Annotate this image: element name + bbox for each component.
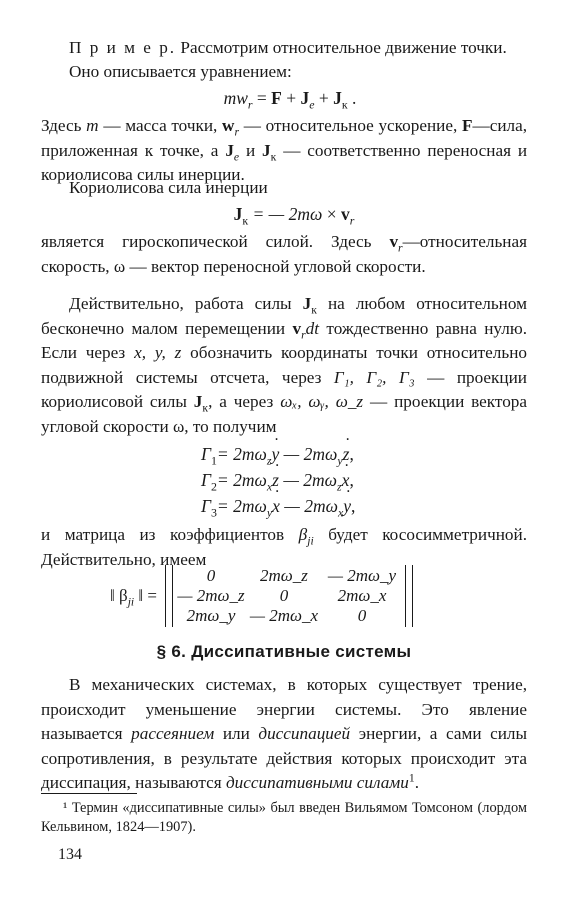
text: или [222,724,250,744]
footnote-marker: 1 [408,771,415,785]
equation-coriolis [10,202,568,226]
math-subscript: x [337,505,344,520]
text: и [245,140,256,160]
math-subscript: y [337,453,343,468]
matrix-equation [110,565,413,627]
math-term: — 2mω [283,444,338,464]
matrix-right-bars [405,565,413,627]
text: —относительная скорость, ω — вектор переносной угловой скорости. [41,232,528,276]
matrix-cell: 2mω_y [186,606,236,625]
paragraph-example [41,36,527,61]
math-derivative: ˙ y [343,494,351,519]
math-subscript: к [270,150,277,164]
math-term: Γ [201,470,211,490]
math-term: F [462,116,473,135]
text: — относительное ускорение, [243,116,458,135]
math-term: ωₓ, ωᵧ, ω_z [280,392,364,412]
math-term: Γ [201,496,211,516]
matrix-cell: 2mω_z [260,566,308,585]
matrix-cell: 0 [357,606,367,625]
math-term: = 2mω [216,470,267,490]
math-derivative: ˙ z [272,468,279,493]
math-subscript: z [337,479,342,494]
math-operator: + [286,88,297,108]
math-subscript: r [301,328,306,342]
math-punct: . [352,88,357,108]
text: В механических системах, в которых существует трение, происходит уменьшение энергии системы. Это явление называется [41,675,527,744]
footnote-rule [41,793,137,794]
footnote [41,799,527,837]
matrix-cell: 0 [206,566,216,585]
math-term: F [271,88,282,108]
italic-term: диссипацией [258,724,351,744]
text: будет кососимметричной. Действительно, имеем [41,525,528,569]
math-term: J [333,88,342,108]
math-punct: , [349,444,354,464]
text: — проекции вектора угловой скорости ω, то получим [41,392,528,436]
matrix-grid [173,566,405,626]
matrix-cell: 0 [279,586,289,605]
math-term: — 2mω [284,496,338,516]
math-term: mw [223,88,248,108]
paragraph-text: Рассмотрим относительное движение точки. [180,38,507,57]
text: является гироскопической силой. Здесь [41,232,372,251]
italic-term: рассеянием [131,724,215,744]
text: , а через [208,392,274,412]
math-term: J [233,204,243,224]
math-term: dt [305,318,320,338]
math-term: Γ₁, Γ₂, Γ₃ [333,367,415,387]
math-term: v [292,318,302,338]
text: обозначить координаты точки относительно подвижной системы отсчета, через [41,343,527,387]
text: Действительно, работа силы [69,294,292,313]
math-derivative: ˙ x [272,494,280,519]
text: —сила, приложенная к точке, а [41,116,528,160]
math-term: J [262,140,271,160]
math-term: Γ [201,444,211,464]
text: — соответственно переносная и кориолисова силы инерции. [41,140,528,185]
math-subscript: 1 [210,453,217,468]
math-operator: ‖ = [138,586,157,605]
math-term: m [86,116,99,135]
math-derivative: ˙ y [272,442,280,467]
page-number: 134 [58,846,82,863]
text: тождественно равна нулю. Если через [41,318,527,363]
math-subscript: к [202,401,209,415]
matrix-cell: 2mω_x [337,586,387,605]
math-term: — 2mω [283,470,338,490]
math-subscript: r [247,97,253,112]
text: на любом относительном бесконечно малом перемещении [41,294,528,338]
equation-relative-motion [6,86,568,110]
paragraph-coriolis [41,176,527,201]
footnote-text: Термин «диссипативные силы» был введен Вильямом Томсоном (лордом Кельвином, 1824—1907). [41,800,527,835]
paragraph-gyroscopic [41,230,527,279]
math-subscript: r [349,213,355,228]
math-subscript: y [266,505,273,520]
matrix-cell: — 2mω_z [177,586,245,605]
math-subscript: r [234,125,240,139]
math-subscript: e [309,97,315,112]
italic-term: диссипативными силами [225,773,409,793]
math-subscript: 3 [210,505,217,520]
text: — проекции кориолисовой силы [41,367,527,412]
math-term: v [341,204,350,224]
math-term: J [302,294,312,313]
math-subscript: e [233,150,240,164]
math-operator: + [318,88,329,108]
paragraph-equation-intro [41,60,527,85]
math-subscript: z [266,453,272,468]
paragraph-text: Оно описывается уравнением: [69,62,292,81]
equation-gamma-3 [201,494,355,519]
math-term: ‖ β [110,586,128,605]
math-term: β [298,525,308,544]
text: Кориолисова сила инерции [69,178,268,197]
math-derivative: ˙ x [342,468,350,493]
math-operator: × [326,204,337,224]
math-subscript: x [266,479,273,494]
math-term: J [225,140,234,160]
math-term: x, y, z [134,343,182,363]
math-derivative: ˙ z [343,442,350,467]
math-operator: = [256,88,267,108]
section-heading: § 6. Диссипативные системы [156,642,412,661]
matrix-left-bars [165,565,173,627]
math-term: w [222,116,235,135]
math-term: J [300,88,310,108]
math-subscript: r [398,241,403,255]
example-lead: П р и м е р. [69,38,177,57]
text: — масса точки, [103,116,218,135]
matrix-cell: — 2mω_x [249,606,319,625]
text: . [414,773,420,793]
math-subscript: к [311,303,317,317]
text: Здесь [41,116,82,135]
math-subscript: ji [307,534,314,548]
math-punct: , [349,470,354,490]
math-term: = — 2mω [252,204,323,224]
math-punct: , [351,496,356,516]
paragraph-work-proof [41,292,527,440]
matrix-lhs [110,586,157,609]
math-subscript: к [341,97,348,112]
math-subscript: 2 [210,479,217,494]
paragraph-dissipation [41,673,527,796]
math-term: v [389,232,399,251]
matrix-cell: — 2mω_y [327,566,397,585]
math-term: J [193,392,203,412]
math-term: = 2mω [216,496,267,516]
math-term: = 2mω [216,444,267,464]
text: и матрица из коэффициентов [41,525,285,544]
footnote-mark: ¹ [63,800,68,816]
math-subscript: ji [127,595,135,609]
text: энергии, а сами силы сопротивления, в результате действия которых происходит эта диссипация, называются [41,724,528,793]
math-subscript: к [242,213,249,228]
